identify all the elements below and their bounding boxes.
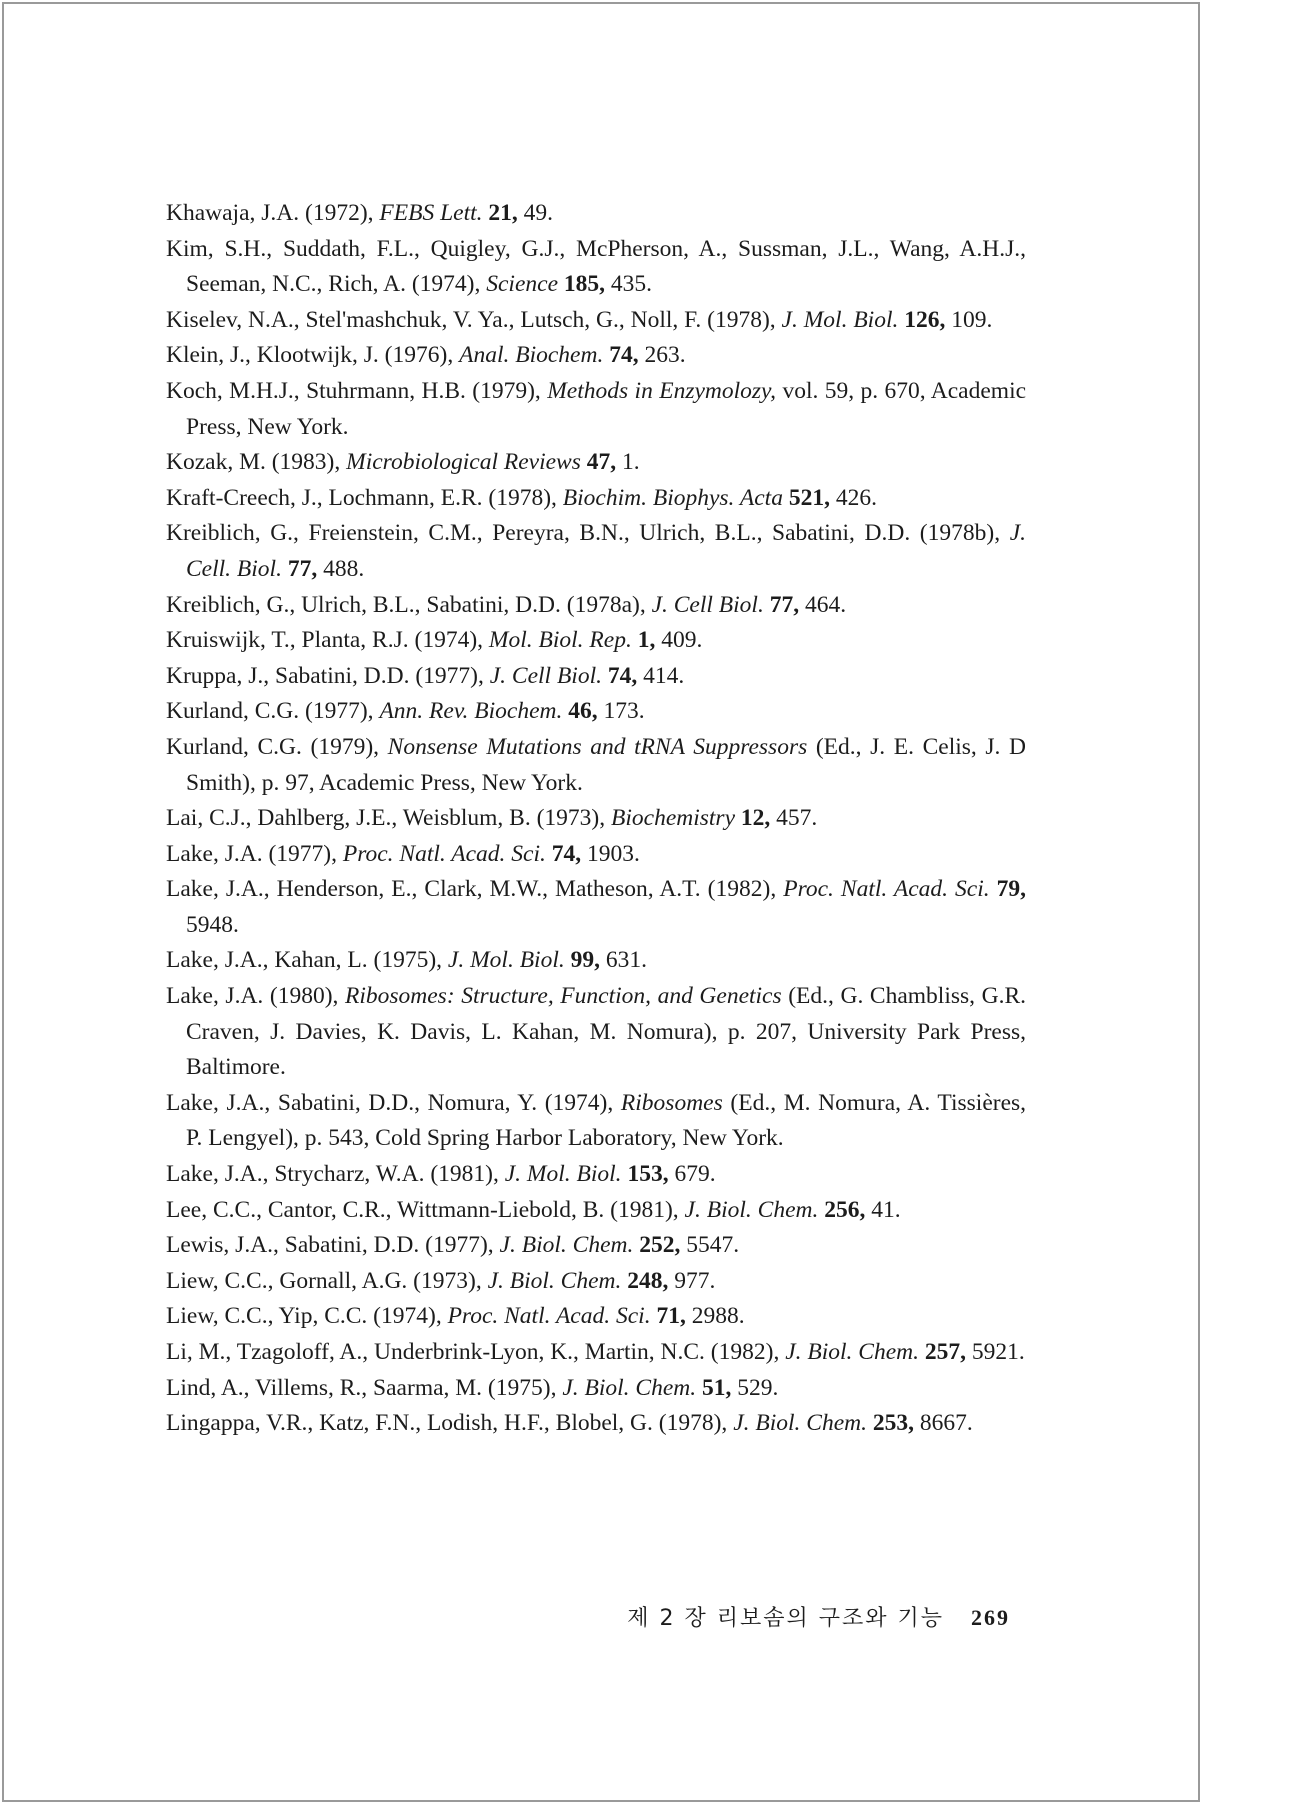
reference-journal: FEBS Lett. <box>379 200 483 226</box>
reference-pages: (Ed., J. E. Celis, J. D Smith), p. 97, Academic Press, New York. <box>186 733 1026 796</box>
reference-volume: 521, <box>788 484 830 511</box>
reference-entry <box>166 730 1026 801</box>
reference-authors-year: Kruiswijk, T., Planta, R.J. (1974), <box>166 627 484 654</box>
reference-pages: 414. <box>643 662 685 689</box>
reference-volume: 47, <box>586 449 617 476</box>
reference-volume: 21, <box>488 200 518 226</box>
reference-journal: Anal. Biochem. <box>459 342 604 369</box>
reference-entry <box>166 303 1026 339</box>
reference-journal: J. Cell. Biol. <box>186 520 1026 582</box>
reference-authors-year: Lake, J.A., Sabatini, D.D., Nomura, Y. (1974), <box>166 1089 614 1116</box>
reference-authors-year: Kreiblich, G., Ulrich, B.L., Sabatini, D.D. (1978a), <box>166 591 646 618</box>
reference-pages: 1. <box>622 449 640 476</box>
reference-authors-year: Koch, M.H.J., Stuhrmann, H.B. (1979), <box>166 377 541 404</box>
reference-journal: J. Mol. Biol. <box>504 1161 622 1188</box>
reference-entry <box>166 837 1026 873</box>
reference-entry <box>166 1193 1026 1229</box>
reference-entry <box>166 659 1026 695</box>
reference-journal: J. Biol. Chem. <box>499 1232 634 1259</box>
reference-pages: 8667. <box>919 1410 973 1437</box>
reference-entry <box>166 801 1026 837</box>
reference-journal: Biochim. Biophys. Acta <box>562 484 783 511</box>
reference-volume: 12, <box>740 805 771 832</box>
reference-volume: 77, <box>769 591 800 618</box>
reference-entry <box>166 196 1026 232</box>
reference-pages: 41. <box>871 1196 901 1223</box>
reference-authors-year: Kraft-Creech, J., Lochmann, E.R. (1978), <box>166 484 557 511</box>
reference-journal: Nonsense Mutations and tRNA Suppressors <box>387 733 808 760</box>
reference-pages: 464. <box>804 591 847 618</box>
reference-pages: 173. <box>603 698 645 725</box>
reference-pages: 109. <box>951 306 993 333</box>
reference-entry <box>166 481 1026 517</box>
reference-authors-year: Kiselev, N.A., Stel'mashchuk, V. Ya., Lutsch, G., Noll, F. (1978), <box>166 306 776 333</box>
reference-authors-year: Lake, J.A., Henderson, E., Clark, M.W., Matheson, A.T. (1982), <box>166 876 777 903</box>
reference-volume: 248, <box>627 1267 669 1294</box>
reference-entry <box>166 374 1026 445</box>
reference-volume: 99, <box>570 947 600 974</box>
reference-entry <box>166 516 1026 587</box>
reference-journal: J. Biol. Chem. <box>684 1196 819 1223</box>
reference-pages: 457. <box>776 805 818 832</box>
reference-journal: J. Mol. Biol. <box>781 306 899 333</box>
reference-pages: 2988. <box>691 1303 745 1330</box>
reference-journal: Ribosomes: Structure, Function, and Genetics <box>345 983 782 1010</box>
reference-volume: 74, <box>609 342 639 369</box>
reference-entry <box>166 1157 1026 1193</box>
reference-entry <box>166 1228 1026 1264</box>
reference-authors-year: Lake, J.A., Kahan, L. (1975), <box>166 947 443 974</box>
reference-pages: 263. <box>644 342 686 369</box>
reference-entry <box>166 1335 1026 1371</box>
reference-volume: 185, <box>563 271 606 298</box>
reference-authors-year: Kruppa, J., Sabatini, D.D. (1977), <box>166 662 484 689</box>
reference-journal: J. Biol. Chem. <box>785 1339 919 1365</box>
reference-pages: (Ed., G. Chambliss, G.R. Craven, J. Davies, K. Davis, L. Kahan, M. Nomura), p. 207, University Park Press, Baltimore. <box>186 983 1027 1081</box>
reference-authors-year: Kim, S.H., Suddath, F.L., Quigley, G.J., McPherson, A., Sussman, J.L., Wang, A.H.J., Seeman, N.C., Rich, A. (1974), <box>166 235 1026 298</box>
reference-pages: 5948. <box>186 911 239 938</box>
reference-entry <box>166 623 1026 659</box>
reference-authors-year: Kozak, M. (1983), <box>166 449 341 476</box>
reference-pages: 435. <box>610 271 653 298</box>
reference-volume: 1, <box>637 627 656 654</box>
reference-authors-year: Li, M., Tzagoloff, A., Underbrink-Lyon, K., Martin, N.C. (1982), <box>166 1339 780 1365</box>
reference-pages: 409. <box>661 627 703 654</box>
reference-authors-year: Lingappa, V.R., Katz, F.N., Lodish, H.F., Blobel, G. (1978), <box>166 1410 728 1437</box>
reference-entry <box>166 943 1026 979</box>
reference-authors-year: Kurland, C.G. (1977), <box>166 698 374 725</box>
reference-pages: vol. 59, p. 670, Academic Press, New York. <box>186 377 1027 440</box>
reference-entry <box>166 979 1026 1086</box>
reference-volume: 51, <box>702 1374 732 1401</box>
reference-journal: Biochemistry <box>611 805 736 832</box>
chapter-title: 제 2 장 리보솜의 구조와 기능 <box>627 1606 944 1631</box>
reference-entry <box>166 1086 1026 1157</box>
reference-authors-year: Lake, J.A. (1980), <box>166 983 339 1010</box>
reference-entry <box>166 1264 1026 1300</box>
reference-authors-year: Lai, C.J., Dahlberg, J.E., Weisblum, B. (1973), <box>166 805 606 832</box>
running-footer <box>610 1601 1010 1632</box>
reference-volume: 126, <box>904 306 946 333</box>
reference-journal: Ann. Rev. Biochem. <box>379 698 563 725</box>
reference-journal: J. Cell Biol. <box>651 591 764 618</box>
reference-pages: 529. <box>737 1374 779 1401</box>
reference-pages: 679. <box>674 1161 716 1188</box>
reference-authors-year: Liew, C.C., Gornall, A.G. (1973), <box>166 1267 482 1294</box>
reference-authors-year: Lind, A., Villems, R., Saarma, M. (1975), <box>166 1374 557 1401</box>
reference-pages: 977. <box>674 1267 716 1294</box>
reference-volume: 153, <box>627 1161 669 1188</box>
reference-volume: 253, <box>872 1410 914 1437</box>
reference-authors-year: Lake, J.A., Strycharz, W.A. (1981), <box>166 1161 499 1188</box>
reference-volume: 71, <box>656 1303 686 1330</box>
reference-journal: J. Biol. Chem. <box>562 1374 697 1401</box>
reference-pages: 5547. <box>686 1232 740 1259</box>
reference-journal: J. Biol. Chem. <box>487 1267 622 1294</box>
reference-entry <box>166 694 1026 730</box>
reference-pages: 49. <box>523 200 554 226</box>
reference-authors-year: Liew, C.C., Yip, C.C. (1974), <box>166 1303 442 1330</box>
reference-pages: 426. <box>835 484 877 511</box>
reference-entry <box>166 445 1026 481</box>
reference-authors-year: Lake, J.A. (1977), <box>166 840 337 867</box>
reference-pages: (Ed., M. Nomura, A. Tissières, P. Lengyel), p. 543, Cold Spring Harbor Laboratory, New York. <box>186 1089 1027 1152</box>
reference-volume: 46, <box>568 698 598 725</box>
reference-authors-year: Lee, C.C., Cantor, C.R., Wittmann-Liebold, B. (1981), <box>166 1196 679 1223</box>
reference-journal: Ribosomes <box>620 1089 723 1116</box>
reference-authors-year: Klein, J., Klootwijk, J. (1976), <box>166 342 454 369</box>
reference-pages: 631. <box>605 947 647 974</box>
reference-volume: 256, <box>824 1196 866 1223</box>
reference-pages: 488. <box>323 555 365 582</box>
reference-volume: 74, <box>607 662 638 689</box>
reference-journal: Microbiological Reviews <box>346 449 581 476</box>
reference-volume: 79, <box>996 876 1027 903</box>
reference-journal: J. Biol. Chem. <box>733 1410 867 1437</box>
reference-journal: J. Cell Biol. <box>489 662 602 689</box>
reference-volume: 77, <box>287 555 318 582</box>
reference-entry <box>166 1299 1026 1335</box>
reference-authors-year: Lewis, J.A., Sabatini, D.D. (1977), <box>166 1232 494 1259</box>
reference-journal: Proc. Natl. Acad. Sci. <box>447 1303 651 1330</box>
reference-volume: 74, <box>551 840 582 867</box>
reference-pages: 1903. <box>586 840 640 867</box>
reference-entry <box>166 588 1026 624</box>
reference-volume: 257, <box>924 1339 966 1365</box>
reference-journal: Science <box>486 271 559 298</box>
reference-entry <box>166 872 1026 943</box>
reference-journal: Methods in Enzymolozy, <box>547 377 777 404</box>
reference-authors-year: Kurland, C.G. (1979), <box>166 733 380 760</box>
reference-journal: Proc. Natl. Acad. Sci. <box>342 840 546 867</box>
reference-authors-year: Kreiblich, G., Freienstein, C.M., Pereyra, B.N., Ulrich, B.L., Sabatini, D.D. (1978b), <box>166 520 1001 547</box>
reference-authors-year: Khawaja, J.A. (1972), <box>166 200 374 226</box>
reference-journal: Mol. Biol. Rep. <box>488 627 632 654</box>
reference-entry <box>166 232 1026 303</box>
reference-pages: 5921. <box>971 1339 1025 1365</box>
page-number: 269 <box>971 1605 1010 1630</box>
page-stack-edge <box>1198 2 1309 1804</box>
reference-list <box>166 196 1026 1442</box>
reference-entry <box>166 338 1026 374</box>
reference-entry <box>166 1406 1026 1442</box>
reference-entry <box>166 1371 1026 1407</box>
reference-journal: J. Mol. Biol. <box>447 947 565 974</box>
reference-volume: 252, <box>639 1232 681 1259</box>
reference-journal: Proc. Natl. Acad. Sci. <box>783 876 990 903</box>
